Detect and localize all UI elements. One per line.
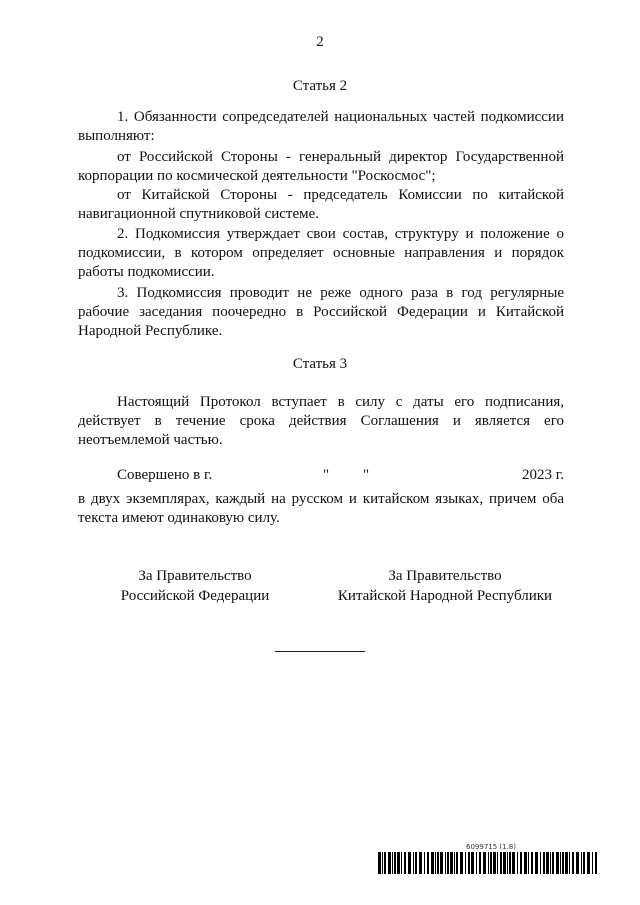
signature-russia-line-2: Российской Федерации: [120, 588, 270, 604]
signature-china-line-2: Китайской Народной Республики: [337, 588, 553, 604]
done-in-label: Совершено в г.: [117, 467, 213, 483]
open-quote: ": [323, 467, 330, 483]
article-2-paragraph-2: от Российской Стороны - генеральный директор Государственной корпорации по космической деятельности "Роскосмос";: [78, 149, 564, 184]
signature-china-line-1: За Правительство: [388, 568, 502, 584]
signing-date-line: [78, 467, 564, 487]
article-2-heading: Статья 2: [292, 78, 348, 94]
article-3-paragraph-1: Настоящий Протокол вступает в силу с даты его подписания, действует в течение срока действия Соглашения и является его неотъемлемой частью.: [78, 394, 564, 448]
end-separator-line: [275, 651, 365, 652]
document-code: 6099715 (1.8): [466, 843, 516, 851]
close-quote: ": [363, 467, 370, 483]
signature-block-russia: [95, 566, 295, 606]
article-2-paragraph-5: 3. Подкомиссия проводит не реже одного раза в год регулярные рабочие заседания поочередно в Российской Федерации и Китайской Народной Республике.: [78, 285, 564, 339]
signature-block-china: [330, 566, 560, 606]
article-2-paragraph-3: от Китайской Стороны - председатель Комиссии по китайской навигационной спутниковой системе.: [78, 187, 564, 222]
copies-clause: в двух экземплярах, каждый на русском и китайском языках, причем оба текста имеют одинаковую силу.: [78, 491, 564, 526]
article-3-heading: Статья 3: [292, 356, 348, 372]
article-2-paragraph-1: 1. Обязанности сопредседателей национальных частей подкомиссии выполняют:: [78, 109, 564, 144]
signature-russia-line-1: За Правительство: [138, 568, 252, 584]
article-2-paragraph-4: 2. Подкомиссия утверждает свои состав, структуру и положение о подкомиссии, в котором определяет основные направления и порядок работы подкомиссии.: [78, 226, 564, 280]
page-number: 2: [316, 34, 324, 50]
barcode-image: [378, 852, 600, 874]
signing-year: 2023 г.: [522, 467, 564, 483]
